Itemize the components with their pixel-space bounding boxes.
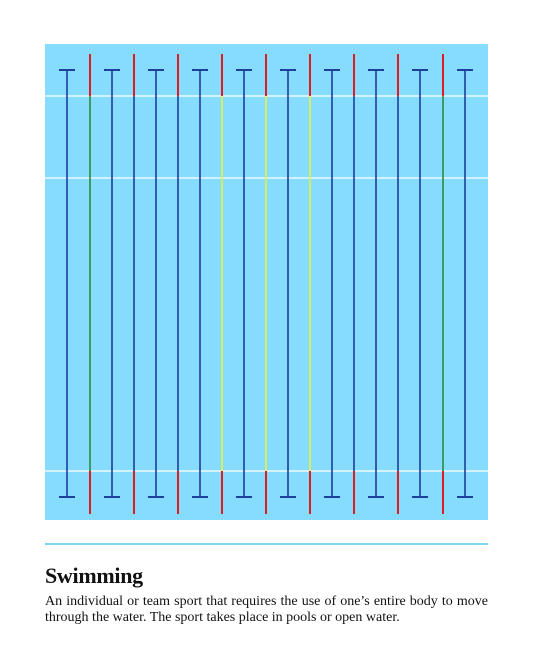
caption-divider — [45, 543, 488, 545]
caption-description: An individual or team sport that requires the use of one’s entire body to move through the water. The sport takes place in pools or open water. — [45, 594, 488, 625]
page-title: Swimming — [45, 563, 143, 588]
